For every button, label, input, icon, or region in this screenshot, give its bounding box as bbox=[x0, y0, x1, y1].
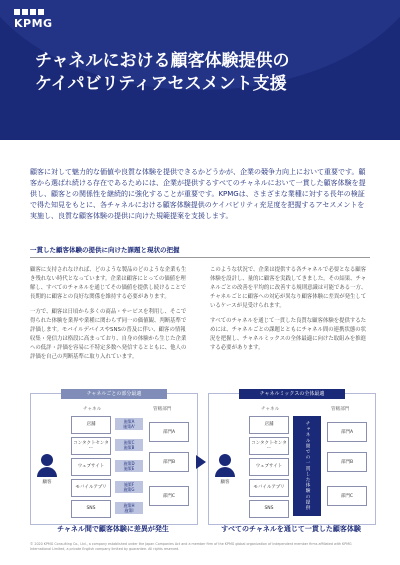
channel-box: コンタクトセンター bbox=[249, 437, 289, 455]
person-icon bbox=[41, 454, 53, 466]
measure-box: 施策C 施策B bbox=[115, 439, 143, 451]
department-box: 部門C bbox=[327, 486, 367, 506]
department-box: 部門B bbox=[149, 452, 189, 472]
arrow-right-icon bbox=[196, 455, 206, 469]
kpmg-logo bbox=[14, 9, 53, 30]
diagram-overall-optimization bbox=[208, 393, 376, 525]
measure-box: 施策A 施策A' bbox=[115, 418, 143, 430]
right-paragraph-1: このような状況で、企業は提供する各チャネルで必要となる顧客体験を設計し、量的に顧客を実践してきました。その結果、チャネルごとの改善を平均的に改善する規則意識は可能である一方、チャネルごとに顧客への対応が異なり顧客体験に差異が発生しているケースが見受けられます。 bbox=[210, 267, 367, 309]
diagram-right-title: チャネルミックスの全体最適 bbox=[239, 389, 345, 399]
logo-boxes bbox=[14, 9, 53, 15]
channel-box: ウェブサイト bbox=[249, 458, 289, 476]
diagram-right-channel-header: チャネル bbox=[261, 407, 280, 412]
left-paragraph-2: 一方で、顧客は日頃から多くの商品・サービスを利用し、そこで得られた体験を業界や業種に関わらず同一の価値観、判断基準で評価します。モバイルデバイスやSNSの普及に伴い、顧客の情報収集・発信力は格段に高まっており、自身の体験から生じた企業への低評・評価を容易に不特定多数へ発信するとともに、他人の評価を自己の判断基準に取り入れています。 bbox=[30, 309, 187, 360]
logo-text: KPMG bbox=[14, 17, 53, 30]
customer-figure bbox=[215, 454, 235, 485]
diagram-left-title: チャネルごとの部分最適 bbox=[61, 389, 167, 399]
logo-box bbox=[38, 9, 44, 15]
left-paragraph-1: 顧客に支持されなければ、どのような製品のどのような企業も生き残れない時代となっています。企業は顧客にとっての価値を理解し、すべてのチャネルを通じてその価値を提供し続けることで長期的に顧客との良好な関係を維持する必要があります。 bbox=[30, 267, 187, 300]
title-line-1: チャネルにおける顧客体験提供の bbox=[35, 51, 290, 71]
logo-box bbox=[30, 9, 36, 15]
channel-box: 店舗 bbox=[71, 416, 111, 434]
diagram-left-channel-header: チャネル bbox=[83, 407, 102, 412]
diagram-left-caption: チャネル間で顧客体験に差異が発生 bbox=[57, 525, 169, 533]
measure-box: 施策D 施策E bbox=[115, 460, 143, 472]
right-paragraph-2: すべてのチャネルを通じて一貫した良質な顧客体験を提供するためには、チャネルごとの課題とともにチャネル間の連携状態の状況を把握し、チャネルミックスの全体最適に向けた取組みを推進する必要があります。 bbox=[210, 318, 367, 351]
department-box: 部門A bbox=[149, 422, 189, 442]
person-body-icon bbox=[37, 467, 57, 477]
title-line-2: ケイパビリティアセスメント支援 bbox=[35, 74, 287, 94]
body-columns bbox=[30, 266, 370, 368]
channel-box: 店舗 bbox=[249, 416, 289, 434]
consistency-band: チャネル間での一貫した体験の提供 bbox=[293, 416, 321, 516]
channel-box: SNS bbox=[249, 500, 289, 518]
channel-box: モバイルアプリ bbox=[71, 479, 111, 497]
person-icon bbox=[219, 454, 231, 466]
diagram-right-dept-header: 管轄部門 bbox=[331, 407, 350, 412]
channel-box: ウェブサイト bbox=[71, 458, 111, 476]
customer-label: 顧客 bbox=[42, 480, 52, 485]
diagram-left-dept-header: 管轄部門 bbox=[153, 407, 172, 412]
customer-figure bbox=[37, 454, 57, 485]
logo-box bbox=[14, 9, 20, 15]
page-title bbox=[35, 50, 290, 96]
left-column bbox=[30, 266, 190, 368]
department-box: 部門B bbox=[327, 452, 367, 472]
copyright-footer: © 2020 KPMG Consulting Co., Ltd., a company established under the Japan Companies Act and a member firm of the KPMG global organization of independent member firms affiliated with KPMG International Limited, a private English company limited by guarantee. All rights reserved. bbox=[30, 542, 352, 551]
intro-paragraph: 顧客に対して魅力的な価値や良質な体験を提供できるかどうかが、企業の競争力向上において重要です。顧客から選ばれ続ける存在であるためには、企業が提供するすべてのチャネルにおいて一貫した顧客体験を提供し、顧客との関係性を継続的に強化することが重要です。KPMGは、さまざまな業種に対する長年の検証で得た知見をもとに、各チャネルにおける顧客体験提供のケイパビリティ充足度を把握するアセスメントを実施し、良質な顧客体験の提供に向けた規範提案を支援します。 bbox=[30, 168, 366, 220]
logo-box bbox=[22, 9, 28, 15]
channel-box: コンタクトセンター bbox=[71, 437, 111, 455]
section-heading: 一貫した顧客体験の提供に向けた課題と現状の把握 bbox=[30, 245, 370, 258]
diagram-right-caption: すべてのチャネルを通じて一貫した顧客体験 bbox=[221, 525, 361, 533]
body-section bbox=[30, 245, 370, 368]
channel-box: SNS bbox=[71, 500, 111, 518]
measure-box: 施策H 施策I bbox=[115, 502, 143, 514]
diagram-partial-optimization bbox=[30, 393, 198, 525]
measure-box: 施策F 施策G bbox=[115, 481, 143, 493]
customer-label: 顧客 bbox=[220, 480, 230, 485]
department-box: 部門A bbox=[327, 422, 367, 442]
channel-box: モバイルアプリ bbox=[249, 479, 289, 497]
person-body-icon bbox=[215, 467, 235, 477]
right-column bbox=[210, 266, 370, 368]
header-banner bbox=[0, 0, 400, 140]
department-box: 部門C bbox=[149, 486, 189, 506]
